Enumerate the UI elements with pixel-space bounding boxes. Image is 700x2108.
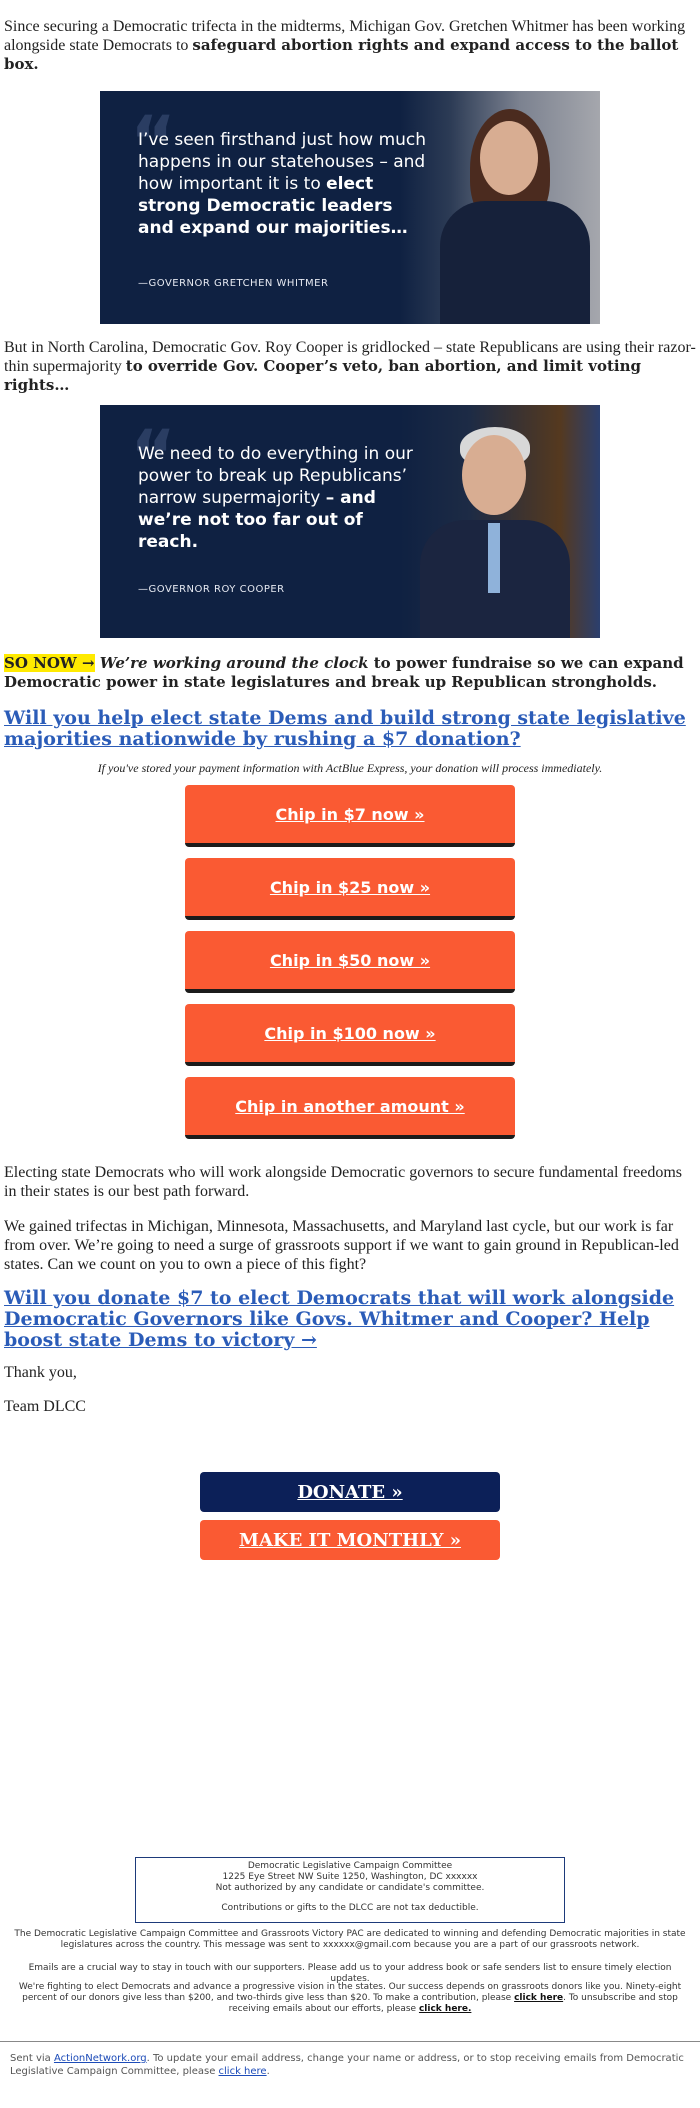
whitmer-quote-image (100, 91, 600, 324)
portrait-face (462, 435, 526, 515)
cooper-quote-image (100, 405, 600, 638)
electing-paragraph: Electing state Democrats who will work alongside Democratic governors to secure fundamental freedoms in their states is our best path forward. (4, 1164, 682, 1200)
cooper-quote-text: We need to do everything in our power to break up Republicans’ narrow supermajority – and we’re not too far out of reach. (138, 444, 413, 552)
disclaimer-box (135, 1857, 565, 1923)
chip-25-button[interactable]: Chip in $25 now » (185, 858, 515, 920)
quote-mark-icon: “ (130, 101, 177, 183)
donate-button[interactable]: DONATE » (200, 1472, 500, 1512)
donate-ask-link-1[interactable]: Will you help elect state Dems and build strong state legislative majorities nationwide by rushing a $7 donation? (4, 707, 686, 750)
portrait-tie (488, 523, 500, 593)
chip-other-amount-button[interactable]: Chip in another amount » (185, 1077, 515, 1139)
chip-7-button[interactable]: Chip in $7 now » (185, 785, 515, 847)
so-now-highlight: SO NOW → (4, 654, 95, 672)
manage-email-link[interactable]: click here (218, 2066, 267, 2077)
whitmer-quote-text: I’ve seen firsthand just how much happens in our statehouses – and how important it is to elect strong Democratic leaders and expand our majorities… (138, 130, 427, 238)
authorization-text: Not authorized by any candidate or candidate's committee. (215, 1883, 485, 1893)
donate-ask-link-2[interactable]: Will you donate $7 to elect Democrats that will work alongside Democratic Governors like Govs. Whitmer and Cooper? Help boost state Dems to victory → (4, 1287, 675, 1351)
portrait-face (480, 121, 538, 195)
unsubscribe-link[interactable]: click here. (418, 2004, 472, 2014)
signoff-text: Team DLCC (4, 1398, 86, 1415)
cooper-quote-attribution: —GOVERNOR ROY COOPER (138, 584, 285, 595)
trifectas-paragraph: We gained trifectas in Michigan, Minnesota, Massachusetts, and Maryland last cycle, but our work is far from over. We’re going to need a surge of grassroots support if we want to gain ground in Republican-led states. Can we count on you to own a piece of this fight? (4, 1218, 679, 1273)
cooper-paragraph: But in North Carolina, Democratic Gov. Roy Cooper is gridlocked – state Republicans are using their razor-thin supermajority to override Gov. Cooper’s veto, ban abortion, and limit voting rights… (4, 339, 696, 394)
actionnetwork-link[interactable]: ActionNetwork.org (53, 2053, 147, 2064)
donors-fine-print: We're fighting to elect Democrats and advance a progressive vision in the states. Our success depends on grassroots donors like you. Ninety-eight percent of our donors give less than $200, and two-thirds give less than $20. To make a contribution, please click here. To unsubscribe and stop receiving emails about our efforts, please click here. (18, 1982, 682, 2014)
intro-bold-text: safeguard abortion rights and expand access to the ballot box. (4, 36, 679, 73)
org-address: 1225 Eye Street NW Suite 1250, Washington, DC xxxxxx (222, 1872, 478, 1882)
portrait-suit (440, 201, 590, 324)
chip-100-button[interactable]: Chip in $100 now » (185, 1004, 515, 1066)
quote-mark-icon: “ (130, 415, 177, 497)
make-it-monthly-button[interactable]: MAKE IT MONTHLY » (200, 1520, 500, 1560)
whitmer-portrait (400, 91, 600, 324)
chip-50-button[interactable]: Chip in $50 now » (185, 931, 515, 993)
intro-paragraph: Since securing a Democratic trifecta in the midterms, Michigan Gov. Gretchen Whitmer has been working alongside state Democrats to safeguard abortion rights and expand access to the ballot box. (4, 18, 686, 73)
cooper-portrait (400, 405, 600, 638)
org-name: Democratic Legislative Campaign Committee (247, 1861, 453, 1871)
actblue-express-note: If you've stored your payment information with ActBlue Express, your donation will process immediately. (97, 761, 603, 775)
mission-fine-print: The Democratic Legislative Campaign Committee and Grassroots Victory PAC are dedicated to winning and defending Democratic majorities in state legislatures across the country. This message was sent to xxxxxx@gmail.com because you are a part of our grassroots network. (14, 1929, 686, 1950)
tax-text: Contributions or gifts to the DLCC are not tax deductible. (221, 1903, 479, 1913)
contribute-link[interactable]: click here (514, 1993, 564, 2003)
thanks-text: Thank you, (4, 1364, 77, 1381)
email-fine-print: Emails are a crucial way to stay in touch with our supporters. Please add us to your address book or safe senders list to ensure timely election updates. (28, 1963, 672, 1984)
whitmer-quote-attribution: —GOVERNOR GRETCHEN WHITMER (138, 278, 329, 289)
so-now-paragraph: SO NOW → We’re working around the clock to power fundraise so we can expand Democratic power in state legislatures and break up Republican strongholds. (4, 654, 684, 691)
action-network-footer: Sent via ActionNetwork.org. To update your email address, change your name or address, or to stop receiving emails from Democratic Legislative Campaign Committee, please click here. (0, 2041, 700, 2078)
